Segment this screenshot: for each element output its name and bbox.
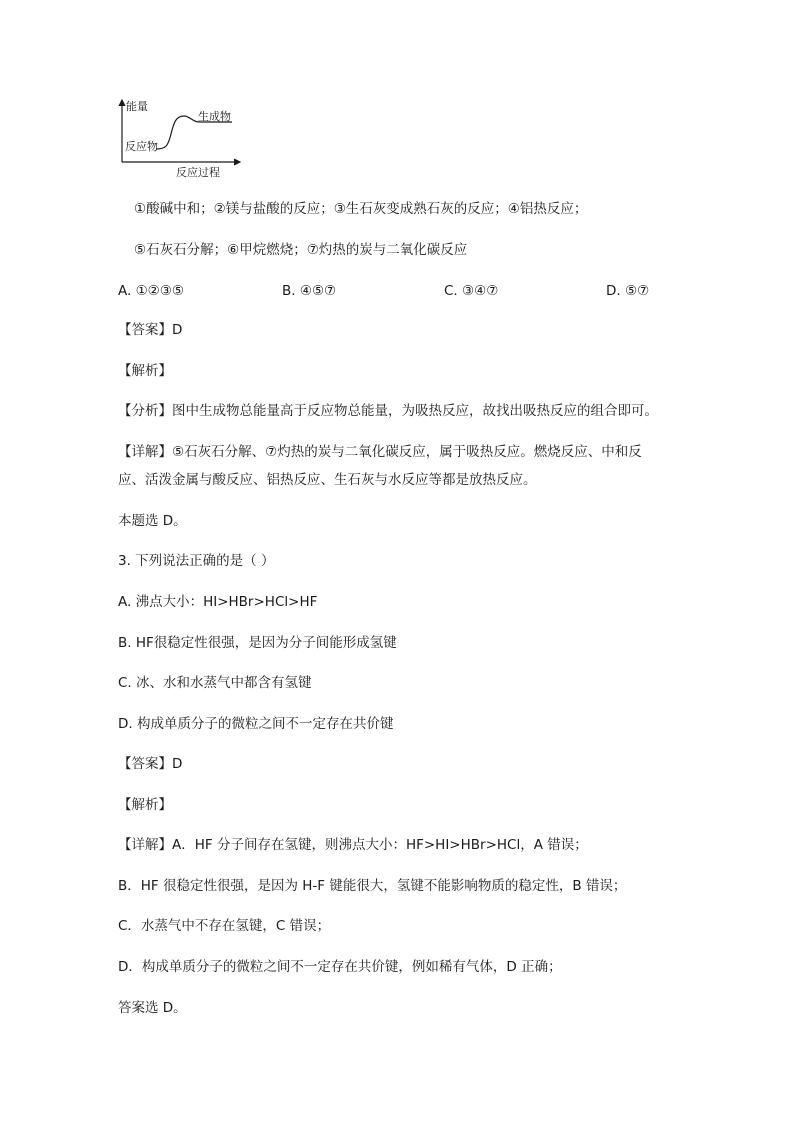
reactant-label: 反应物: [125, 140, 158, 153]
product-label: 生成物: [198, 110, 231, 123]
q2-detail-line2: 应、活泼金属与酸反应、铝热反应、生石灰与水反应等都是放热反应。: [118, 472, 537, 488]
energy-diagram: [118, 96, 248, 180]
q3-option-c: C. 冰、水和水蒸气中都含有氢键: [118, 675, 312, 691]
q2-option-c: C. ③④⑦: [444, 283, 499, 299]
energy-diagram-svg: [118, 96, 248, 180]
q2-items-line2: ⑤石灰石分解；⑥甲烷燃烧；⑦灼热的炭与二氧化碳反应: [134, 242, 468, 258]
q3-detail-a: 【详解】A．HF 分子间存在氢键，则沸点大小：HF>HI>HBr>HCl，A 错误；: [118, 837, 588, 853]
q3-option-a: A. 沸点大小：HI>HBr>HCl>HF: [118, 594, 318, 610]
q3-option-d: D. 构成单质分子的微粒之间不一定存在共价键: [118, 716, 394, 732]
q2-items-line1: ①酸碱中和；②镁与盐酸的反应；③生石灰变成熟石灰的反应；④铝热反应；: [134, 201, 588, 217]
q2-answer: 【答案】D: [118, 322, 183, 338]
y-axis-label: 能量: [126, 100, 148, 113]
q2-analysis-title: 【解析】: [118, 363, 172, 379]
q2-option-d: D. ⑤⑦: [606, 283, 650, 299]
q3-option-b: B. HF很稳定性很强，是因为分子间能形成氢键: [118, 635, 397, 651]
q2-option-a: A. ①②③⑤: [118, 283, 184, 299]
q3-analysis-title: 【解析】: [118, 797, 172, 813]
q3-detail-c: C．水蒸气中不存在氢键，C 错误；: [118, 918, 331, 934]
q2-conclusion: 本题选 D。: [118, 513, 187, 529]
q2-option-b: B. ④⑤⑦: [282, 283, 337, 299]
q2-fenxi: 【分析】图中生成物总能量高于反应物总能量，为吸热反应，故找出吸热反应的组合即可。: [118, 403, 658, 419]
q3-detail-b: B．HF 很稳定性很强，是因为 H-F 键能很大，氢键不能影响物质的稳定性，B 错误；: [118, 878, 627, 894]
q3-detail-d: D．构成单质分子的微粒之间不一定存在共价键，例如稀有气体，D 正确；: [118, 959, 562, 975]
q3-answer: 【答案】D: [118, 756, 183, 772]
q3-conclusion: 答案选 D。: [118, 1000, 187, 1016]
q2-detail-line1: 【详解】⑤石灰石分解、⑦灼热的炭与二氧化碳反应，属于吸热反应。燃烧反应、中和反: [118, 444, 642, 460]
q3-stem: 3. 下列说法正确的是（ ）: [118, 553, 275, 569]
x-axis-label: 反应过程: [176, 166, 220, 179]
